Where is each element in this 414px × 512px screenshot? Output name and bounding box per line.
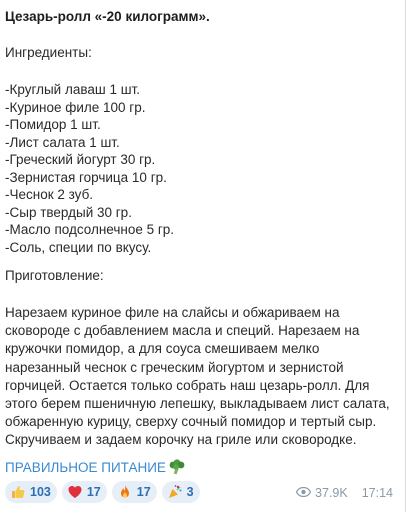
broccoli-icon xyxy=(168,459,186,475)
eye-icon xyxy=(296,486,311,500)
message-meta xyxy=(296,486,393,500)
reactions-bar xyxy=(5,481,200,503)
list-item: -Круглый лаваш 1 шт. xyxy=(5,82,140,97)
ingredients-list xyxy=(5,81,174,256)
reaction-thumbs-up[interactable] xyxy=(5,481,57,503)
reaction-count: 103 xyxy=(30,485,51,499)
reaction-heart[interactable] xyxy=(62,481,107,503)
fire-icon xyxy=(116,483,134,501)
view-count: 37.9K xyxy=(315,486,348,500)
ingredients-heading: Ингредиенты: xyxy=(5,45,92,60)
list-item: -Греческий йогурт 30 гр. xyxy=(5,152,156,167)
list-item: -Помидор 1 шт. xyxy=(5,117,101,132)
preparation-text: Нарезаем куриное филе на слайсы и обжариваем на сковороде с добавлением масла и специй. Нарезаем на кружочки помидор, а для соуса смешиваем мелко нарезанный чеснок с греческим йогуртом и зернистой горчицей. Остается только собрать наш цезарь-ролл. Для этого берем пшеничную лепешку, выкладываем лист салата, обжаренную курицу, сверху сочный помидор и тертый сыр. Скручиваем и задаем корочку на гриле или сковородке. xyxy=(5,305,390,448)
post-title: Цезарь-ролл «-20 килограмм». xyxy=(5,9,210,24)
list-item: -Куриное филе 100 гр. xyxy=(5,99,146,115)
party-popper-icon xyxy=(166,483,184,501)
reaction-count: 17 xyxy=(86,485,101,499)
link-label: ПРАВИЛЬНОЕ ПИТАНИЕ xyxy=(5,459,166,475)
message-time: 17:14 xyxy=(361,486,393,500)
reaction-count: 17 xyxy=(136,485,151,499)
reaction-count: 3 xyxy=(186,485,194,499)
list-item: -Зернистая горчица 10 гр. xyxy=(5,169,167,185)
thumbs-up-icon xyxy=(9,483,27,501)
list-item: -Чеснок 2 зуб. xyxy=(5,187,94,202)
list-item: -Соль, специи по вкусу. xyxy=(5,239,152,255)
list-item: -Лист салата 1 шт. xyxy=(5,134,120,150)
hashtag-link[interactable] xyxy=(5,459,186,475)
reaction-party-popper[interactable] xyxy=(162,481,200,503)
preparation-heading: Приготовление: xyxy=(5,268,104,283)
heart-icon xyxy=(66,483,84,501)
list-item: -Масло подсолнечное 5 гр. xyxy=(5,222,175,237)
list-item: -Сыр твердый 30 гр. xyxy=(5,204,132,220)
reaction-fire[interactable] xyxy=(112,481,157,503)
